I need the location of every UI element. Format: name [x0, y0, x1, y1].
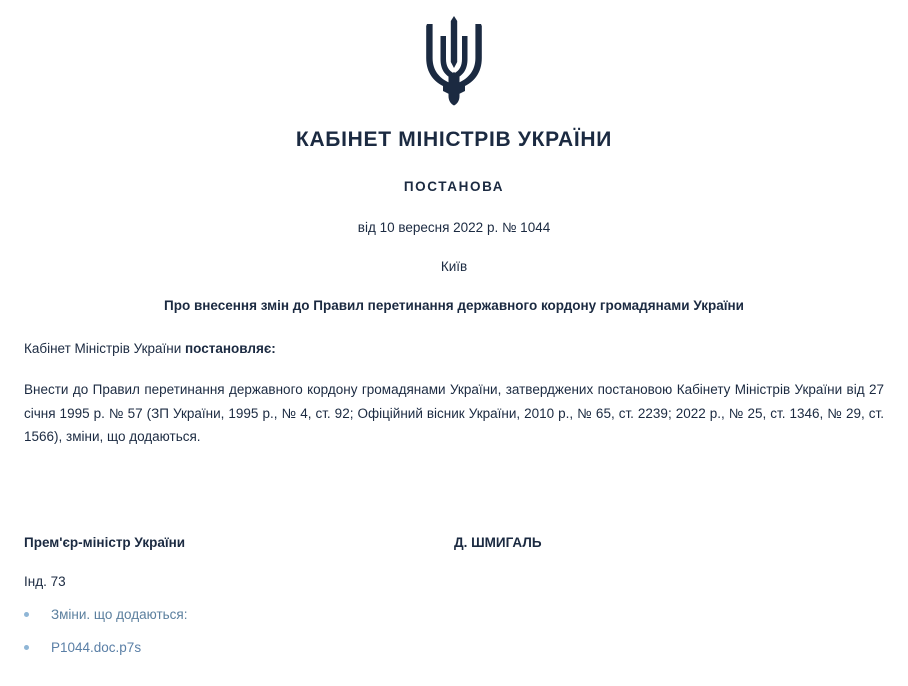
lead-bold: постановляє:: [185, 341, 276, 356]
document-index: Інд. 73: [24, 573, 66, 589]
document-date-number: від 10 вересня 2022 р. № 1044: [357, 220, 551, 235]
list-item[interactable]: [24, 607, 884, 622]
attachments-list: [0, 607, 908, 655]
document-type: ПОСТАНОВА: [403, 179, 505, 194]
attachment-file-link[interactable]: P1044.doc.p7s: [51, 639, 142, 655]
document-subject: Про внесення змін до Правил перетинання державного кордону громадянами України: [164, 298, 744, 313]
lead-line: [24, 341, 884, 356]
list-item[interactable]: [24, 640, 884, 655]
signature-name: Д. ШМИГАЛЬ: [454, 534, 542, 550]
organization-title: КАБІНЕТ МІНІСТРІВ УКРАЇНИ: [295, 128, 613, 151]
document-body: [0, 341, 908, 449]
attachment-label: Зміни. що додаються:: [51, 606, 188, 622]
emblem-container: [0, 0, 908, 106]
ukraine-trident-emblem: [422, 14, 486, 106]
lead-prefix: Кабінет Міністрів України: [24, 341, 186, 356]
document-city: Київ: [440, 259, 468, 274]
signature-title: Прем'єр-міністр України: [24, 534, 186, 550]
bullet-icon: [24, 612, 29, 617]
bullet-icon: [24, 645, 29, 650]
signature-block: [0, 535, 908, 550]
body-paragraph: Внести до Правил перетинання державного кордону громадянами України, затверджених постановою Кабінету Міністрів України від 27 січня 1995 р. № 57 (ЗП України, 1995 р., № 4, ст. 92; Офіційний вісник України, 2010 р., № 65, ст. 2239; 2022 р., № 25, ст. 1346, № 29, ст. 1566), зміни, що додаються.: [24, 382, 884, 445]
